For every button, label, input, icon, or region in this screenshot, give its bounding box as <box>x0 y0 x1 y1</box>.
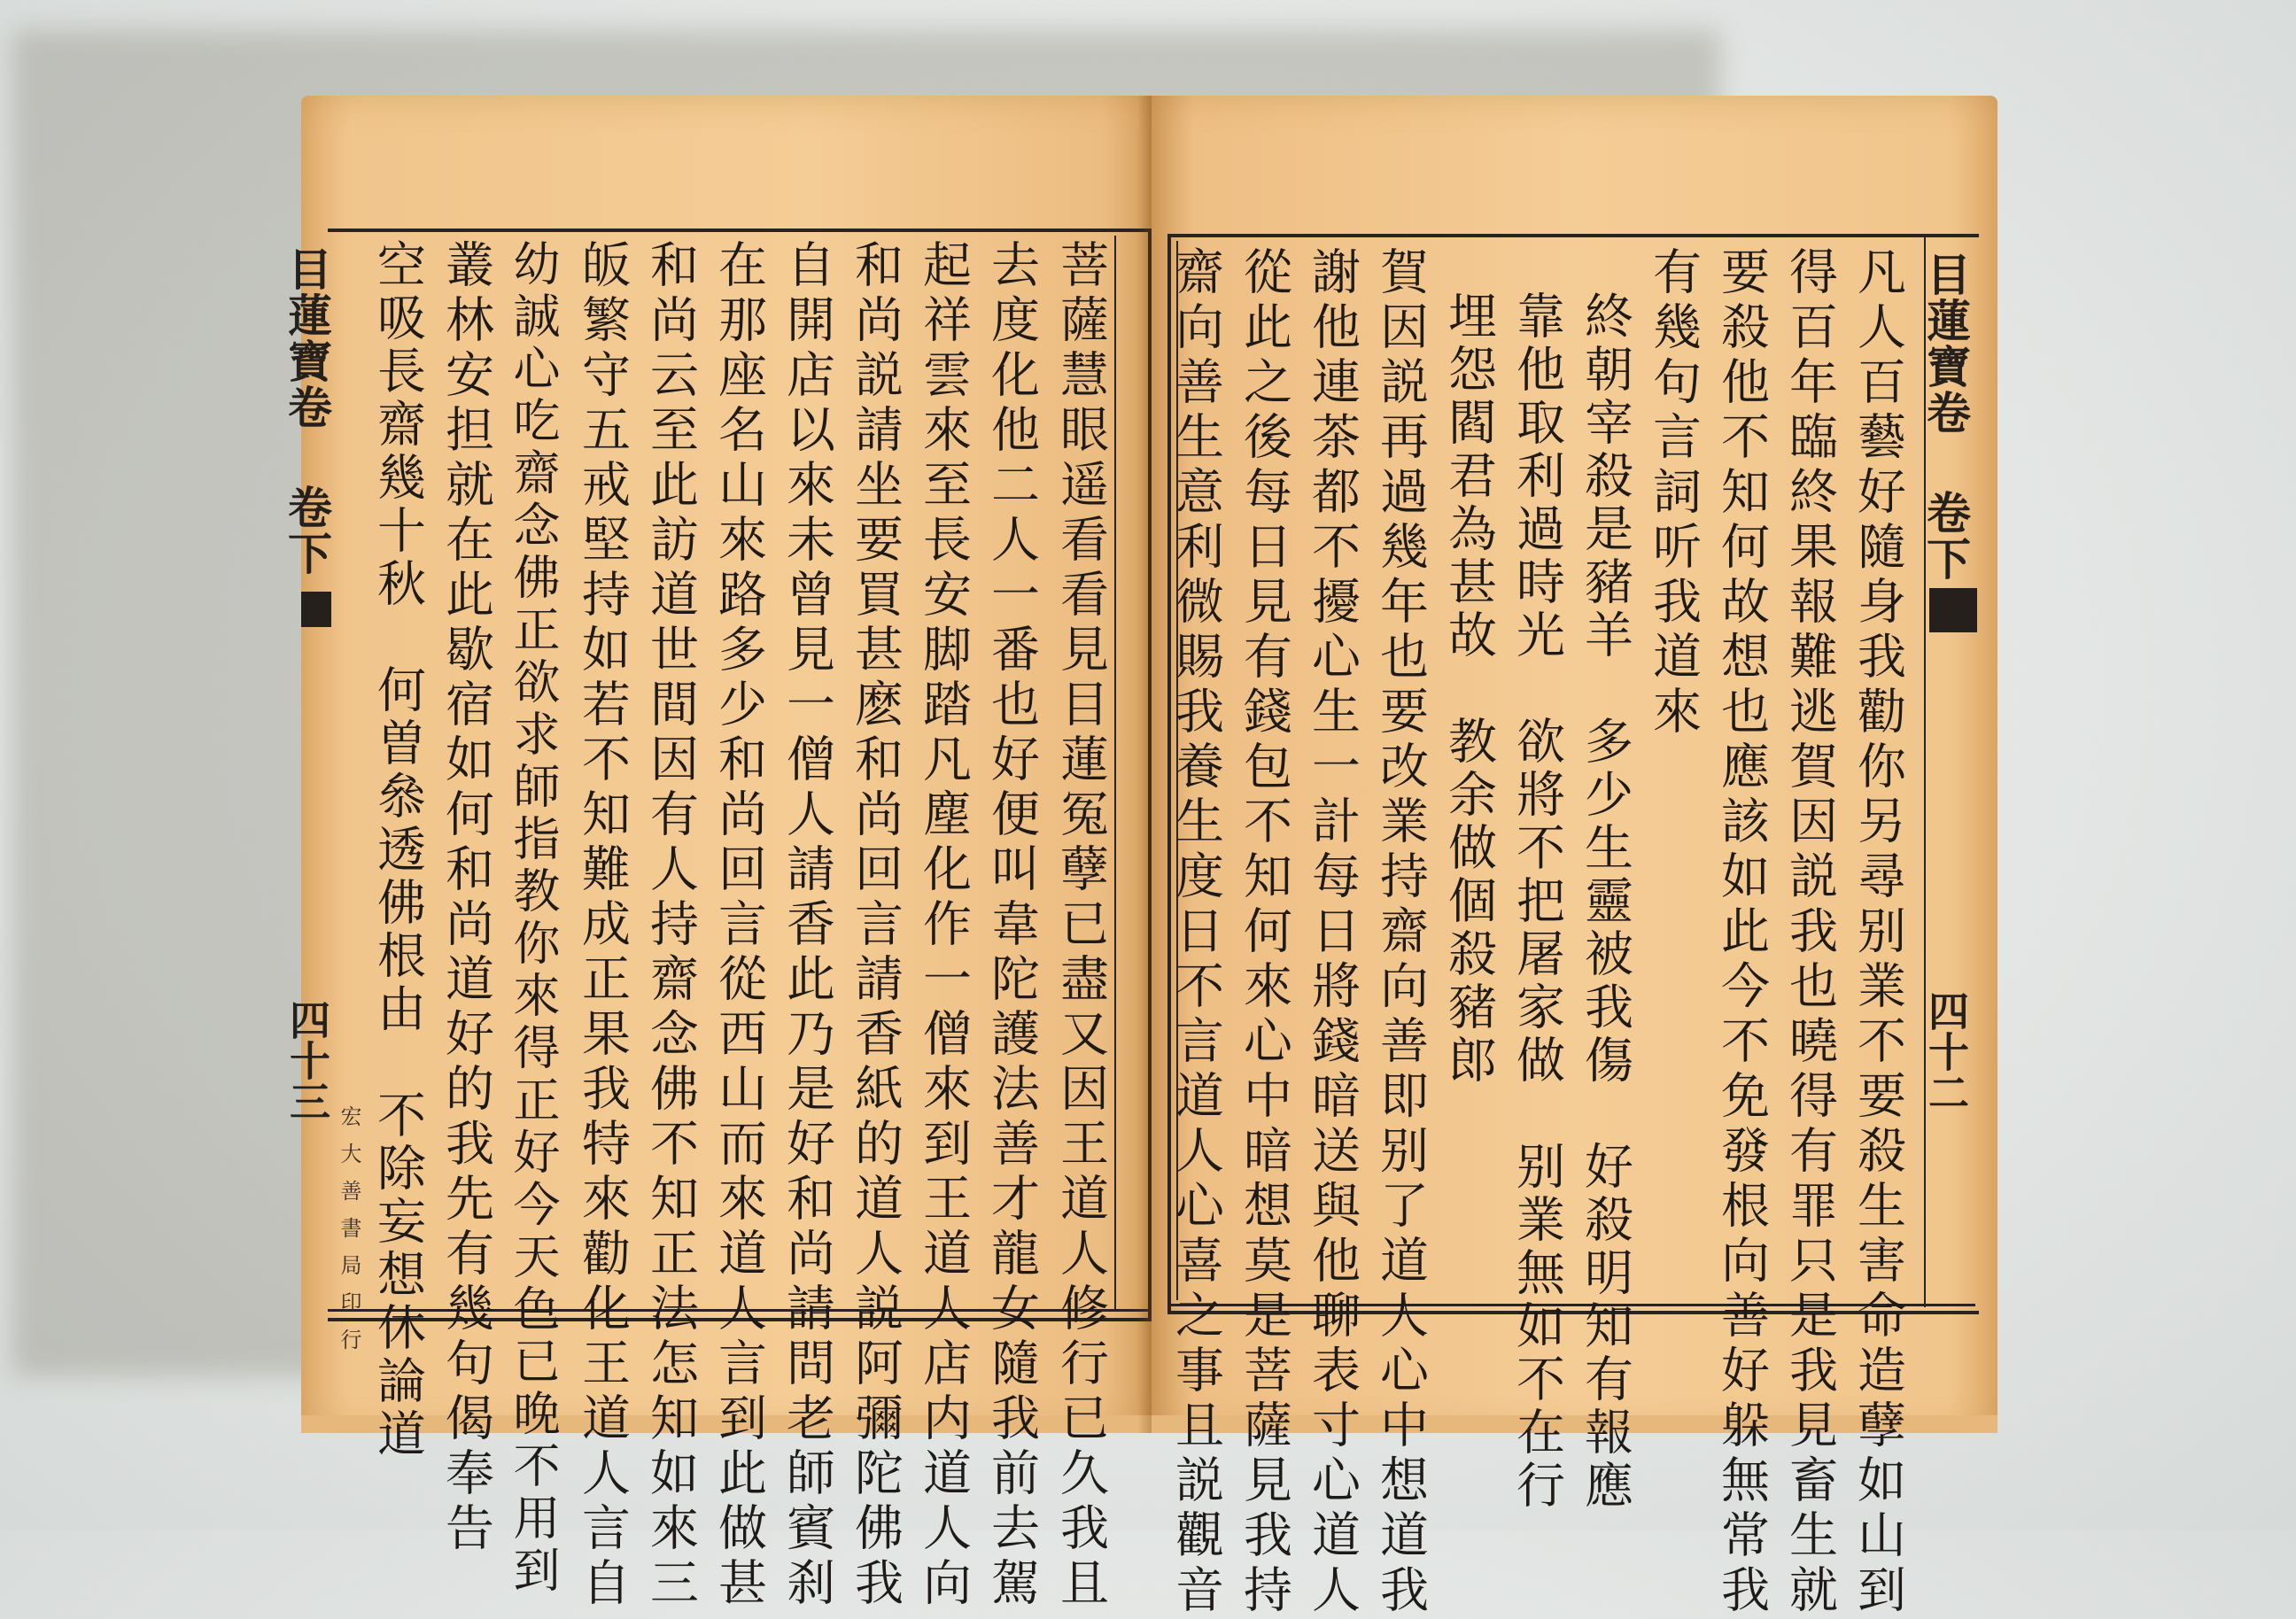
text-column: 終朝宰殺是豬羊 多少生靈被我傷 好殺明知有報應 <box>1577 290 1633 1513</box>
text-column: 齋向善生意利微賜我養生度日不言道人心喜之事且説觀音 <box>1167 246 1224 1619</box>
text-column: 皈繁守五戒堅持如若不知難成正果我特來勸化王道人言自 <box>574 239 631 1612</box>
text-column: 從此之後每日見有錢包不知何來心中暗想莫是菩薩見我持 <box>1236 246 1292 1619</box>
text-column: 謝他連茶都不擾心生一計每日將錢暗送與他聊表寸心道人 <box>1304 246 1361 1619</box>
fishtail-mark <box>301 592 331 627</box>
text-column: 和尚云至此訪道世間因有人持齋念佛不知正法怎知如來三 <box>642 239 699 1612</box>
text-column: 幼誠心吃齋念佛正欲求師指教你來得正好今天色已晚不用到 <box>506 239 560 1598</box>
text-column: 凡人百藝好隨身我勸你另尋别業不要殺生害命造孽如山到 <box>1850 246 1906 1619</box>
left-page <box>281 96 1152 1612</box>
open-book <box>281 96 2002 1619</box>
text-column: 有幾句言詞听我道來 <box>1645 246 1702 740</box>
text-column: 菩薩慧眼遥看看見目蓮冤孽已盡又因王道人修行已久我且 <box>1052 239 1109 1612</box>
text-column: 和尚説請坐要買甚麽和尚回言請香紙的道人説阿彌陀佛我 <box>847 239 904 1612</box>
text-column: 起祥雲來至長安脚踏凡塵化作一僧來到王道人店内道人向 <box>915 239 972 1612</box>
running-title-left: 目蓮寶卷 卷下 <box>281 246 333 577</box>
text-column: 賀因説再過幾年也要改業持齋向善即别了道人心中想道我 <box>1372 246 1429 1619</box>
page-number-right: 四十二 <box>1922 990 1970 1112</box>
text-column: 叢林安担就在此歇宿如何和尚道好的我先有幾句偈奉告 <box>438 239 494 1557</box>
text-column: 自開店以來未曾見一僧人請香此乃是好和尚請問老師賓刹 <box>779 239 835 1612</box>
text-column: 靠他取利過時光 欲將不把屠家做 别業無如不在行 <box>1509 290 1565 1513</box>
text-column: 要殺他不知何故想也應該如此今不免發根向善好躲無常我 <box>1713 246 1770 1619</box>
text-column: 埋怨閻君為甚故 教余做個殺豬郎 <box>1440 290 1497 1088</box>
text-column: 去度化他二人一番也好便叫韋陀護法善才龍女隨我前去駕 <box>983 239 1040 1612</box>
fishtail-mark <box>1929 588 1977 632</box>
page-number-left: 四十三 <box>283 999 331 1121</box>
text-column: 得百年臨終果報難逃賀因説我也曉得有罪只是我見畜生就 <box>1781 246 1838 1619</box>
publisher-imprint: 宏大善書局印行 <box>337 1105 361 1366</box>
running-title-right: 目蓮寶卷 卷下 <box>1920 252 1972 582</box>
text-column: 在那座名山來路多少和尚回言從西山而來道人言到此做甚 <box>710 239 767 1612</box>
text-column: 空吸長齋幾十秋 何曽叅透佛根由 不除妄想休論道 <box>369 239 426 1461</box>
right-page <box>1152 96 1997 1619</box>
